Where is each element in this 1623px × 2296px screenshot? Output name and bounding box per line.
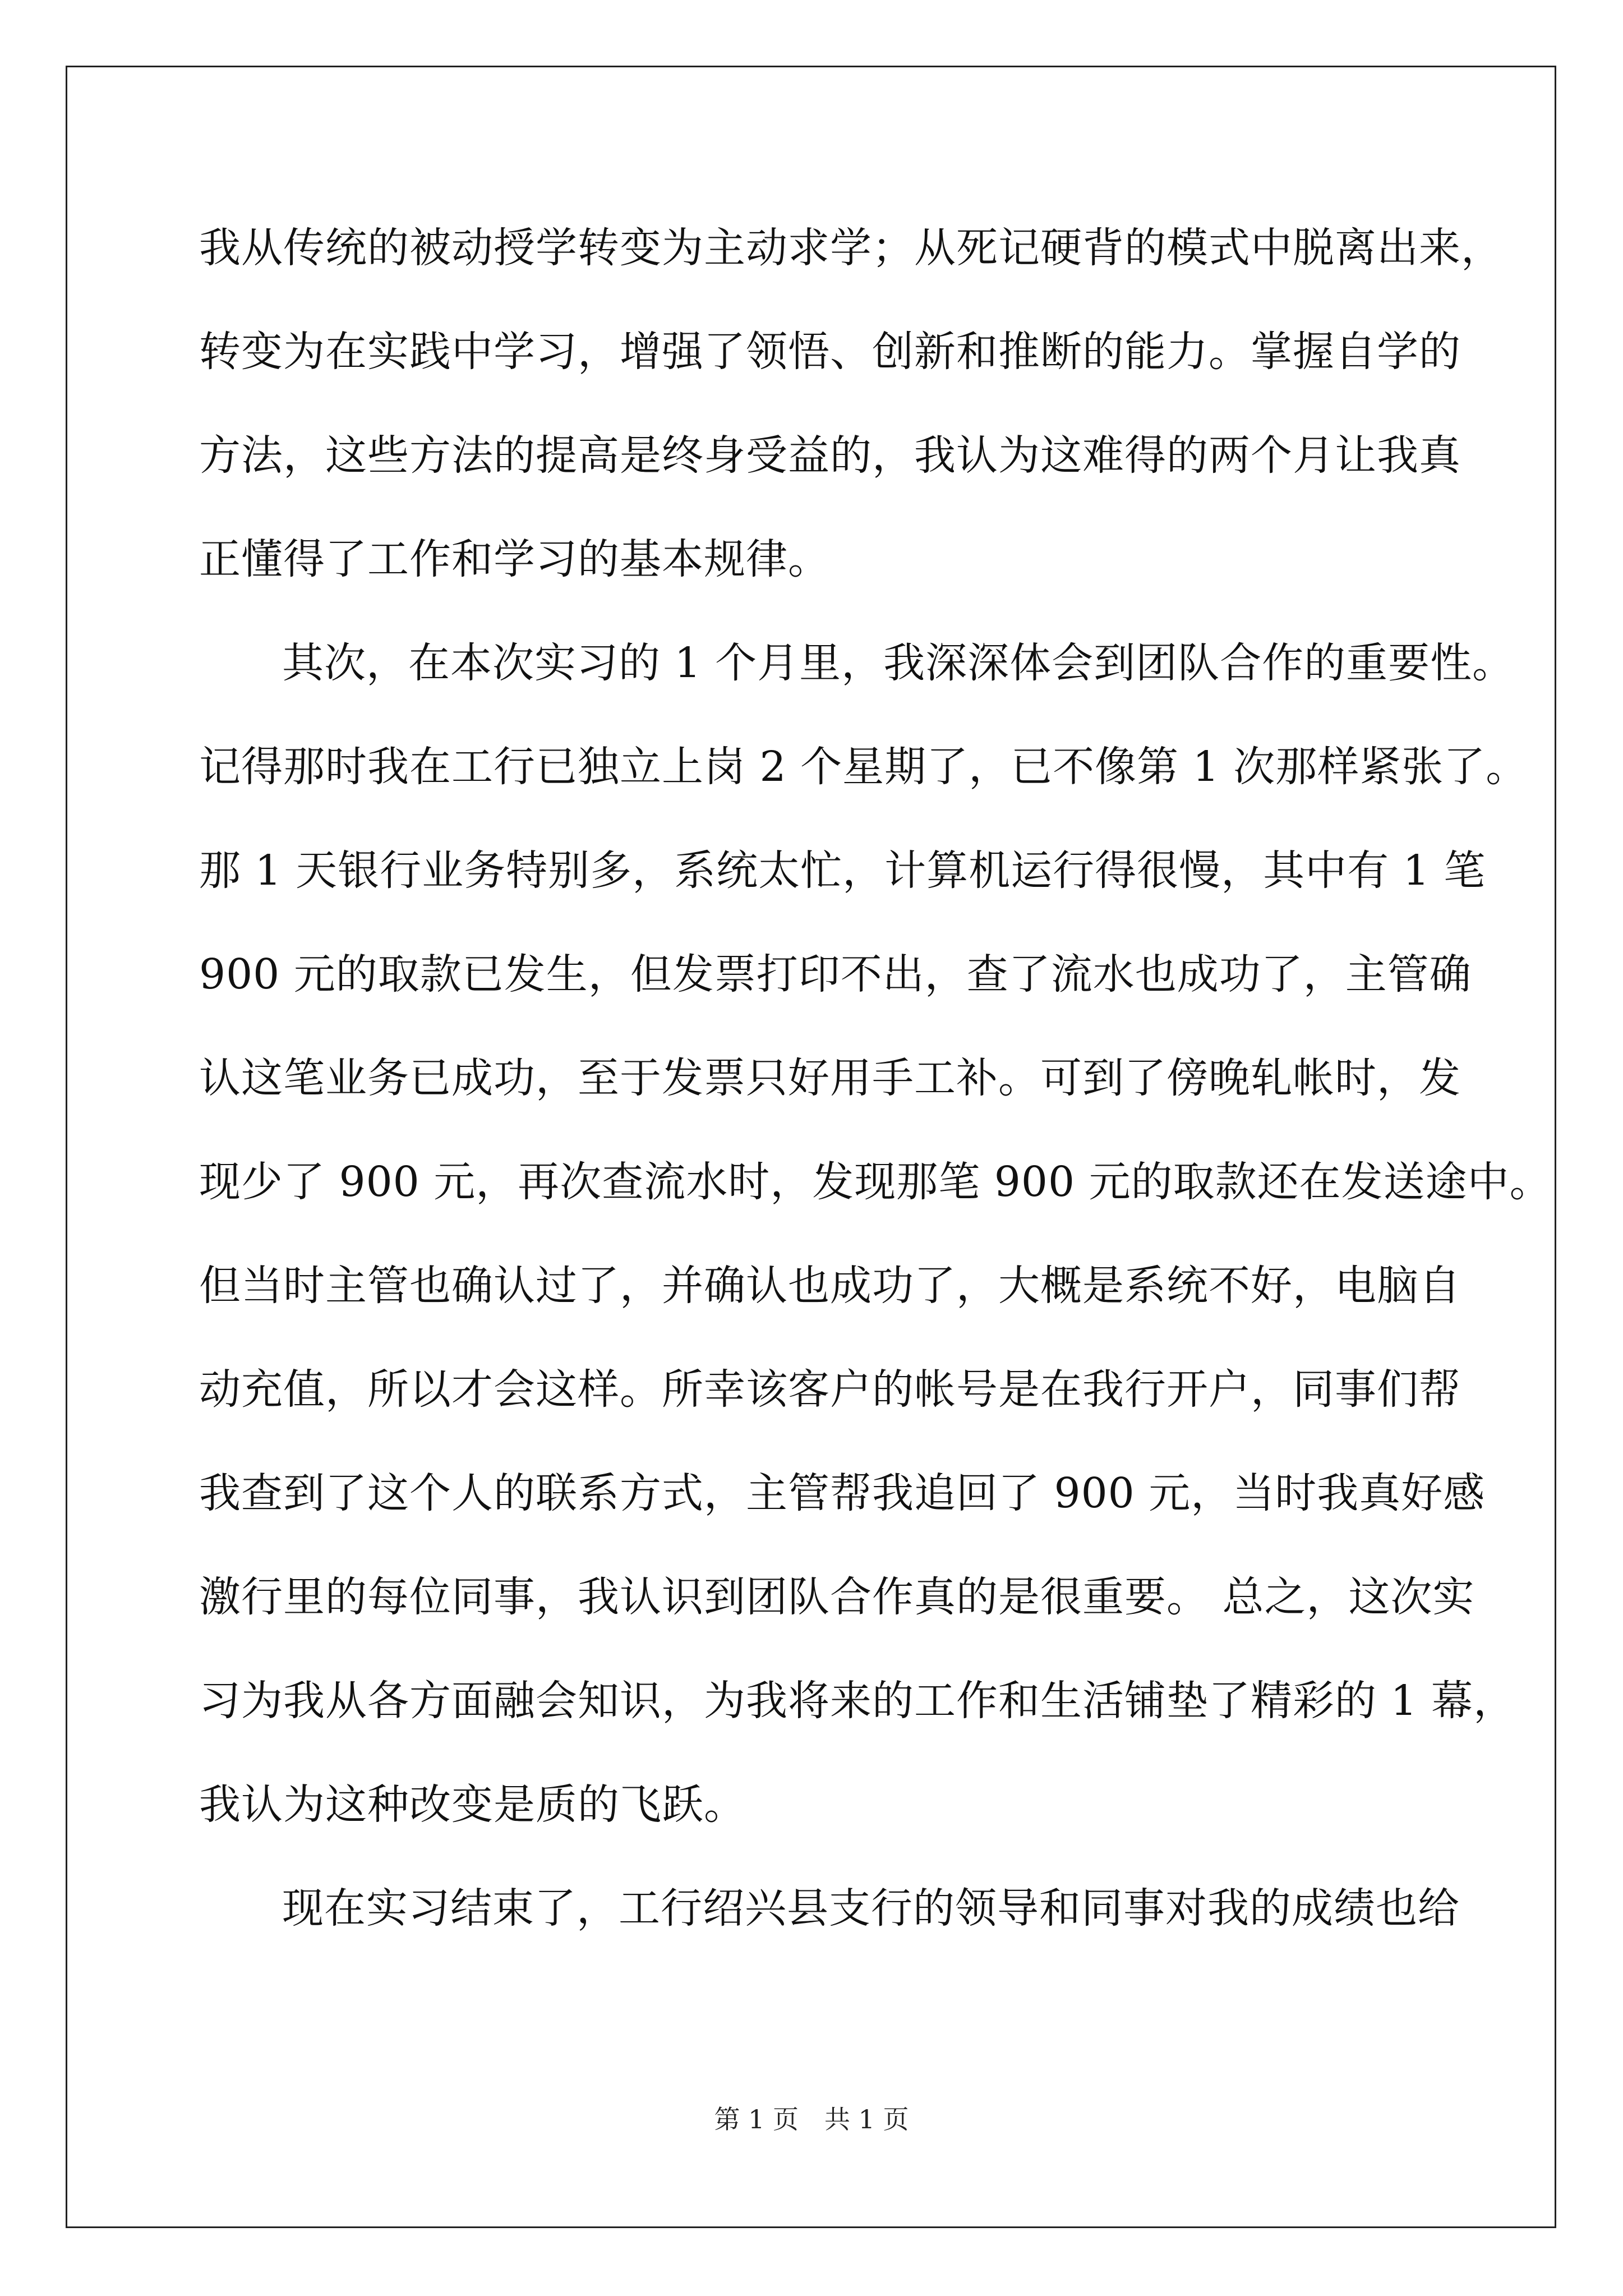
text-line: 我查到了这个人的联系方式，主管帮我追回了 900 元，当时我真好感	[199, 1469, 1486, 1517]
paragraph-start-line: 其次，在本次实习的 1 个月里，我深深体会到团队合作的重要性。	[282, 639, 1515, 687]
text-line: 习为我从各方面融会知识，为我将来的工作和生活铺垫了精彩的 1 幕，	[199, 1677, 1516, 1725]
text-line: 认这笔业务已成功，至于发票只好用手工补。可到了傍晚轧帐时，发	[199, 1054, 1461, 1102]
text-line: 那 1 天银行业务特别多，系统太忙，计算机运行得很慢，其中有 1 笔	[199, 846, 1486, 895]
text-line: 现少了 900 元，再次查流水时，发现那笔 900 元的取款还在发送途中。	[199, 1158, 1552, 1206]
text-line: 激行里的每位同事，我认识到团队合作真的是很重要。 总之，这次实	[199, 1573, 1475, 1621]
text-line: 记得那时我在工行已独立上岗 2 个星期了，已不像第 1 次那样紧张了。	[199, 743, 1528, 791]
text-line: 动充值，所以才会这样。所幸该客户的帐号是在我行开户，同事们帮	[199, 1365, 1461, 1414]
text-line: 但当时主管也确认过了，并确认也成功了，大概是系统不好，电脑自	[199, 1262, 1461, 1310]
text-line: 转变为在实践中学习，增强了领悟、创新和推断的能力。掌握自学的	[199, 328, 1461, 376]
text-line: 900 元的取款已发生，但发票打印不出，查了流水也成功了，主管确	[199, 950, 1472, 999]
paragraph-start-line: 现在实习结束了，工行绍兴县支行的领导和同事对我的成绩也给	[282, 1884, 1460, 1932]
text-line: 方法，这些方法的提高是终身受益的，我认为这难得的两个月让我真	[199, 431, 1461, 480]
document-body	[199, 214, 1552, 1978]
text-line: 正懂得了工作和学习的基本规律。	[199, 535, 830, 583]
text-line: 我认为这种改变是质的飞跃。	[199, 1780, 746, 1829]
text-line: 我从传统的被动授学转变为主动求学；从死记硬背的模式中脱离出来，	[199, 224, 1503, 272]
page-number-footer: 第 1 页 共 1 页	[714, 2104, 909, 2134]
